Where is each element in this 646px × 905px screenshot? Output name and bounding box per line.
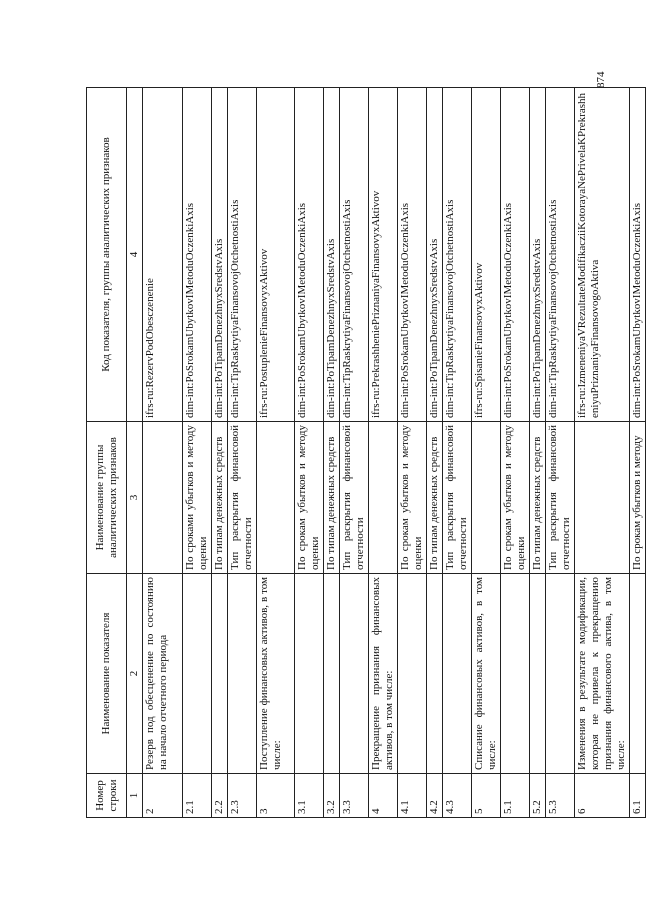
group-name <box>472 422 501 574</box>
row-number: 6.1 <box>630 774 646 818</box>
table-row <box>257 88 295 818</box>
indicator-name: Списание финансовых активов, в том числе: <box>472 574 501 774</box>
group-name <box>369 422 398 574</box>
indicator-code: dim-int:TipRaskrytiyaFinansovojOtchetnostiAxis <box>546 88 575 422</box>
indicator-name <box>546 574 575 774</box>
row-number: 5.2 <box>530 774 546 818</box>
table-row <box>427 88 443 818</box>
indicator-code: dim-int:PoTipamDenezhnyxSredstvAxis <box>427 88 443 422</box>
row-number: 3.2 <box>324 774 340 818</box>
header-numbers-row <box>127 88 143 818</box>
group-name: По сроками убытков и методу оценки <box>183 422 212 574</box>
header-row-number: Номер строки <box>87 774 127 818</box>
row-number: 4.3 <box>443 774 472 818</box>
table-row <box>183 88 212 818</box>
indicator-code: ifrs-ru:PostuplenieFinansovyxAktivov <box>257 88 295 422</box>
indicator-code: dim-int:PoSrokamUbytkovIMetoduOczenkiAxis <box>183 88 212 422</box>
indicator-code: dim-int:TipRaskrytiyaFinansovojOtchetnostiAxis <box>228 88 257 422</box>
group-name: Тип раскрытия финансовой отчетности <box>340 422 369 574</box>
indicator-name <box>443 574 472 774</box>
row-number: 4.2 <box>427 774 443 818</box>
header-number-3: 3 <box>127 422 143 574</box>
header-row <box>87 88 127 818</box>
group-name: Тип раскрытия финансовой отчетности <box>228 422 257 574</box>
indicator-code: dim-int:PoSrokamUbytkovIMetoduOczenkiAxis <box>295 88 324 422</box>
table-row <box>630 88 646 818</box>
indicator-code: ifrs-ru:SpisanieFinansovyxAktivov <box>472 88 501 422</box>
table-row <box>369 88 398 818</box>
table-row <box>472 88 501 818</box>
group-name: По типам денежных средств <box>324 422 340 574</box>
indicator-name <box>427 574 443 774</box>
indicator-name <box>501 574 530 774</box>
indicator-code: dim-int:PoSrokamUbytkovIMetoduOczenkiAxis <box>398 88 427 422</box>
group-name: Тип раскрытия финансовой отчетности <box>546 422 575 574</box>
indicator-code: dim-int:PoTipamDenezhnyxSredstvAxis <box>324 88 340 422</box>
group-name <box>257 422 295 574</box>
row-number: 3.3 <box>340 774 369 818</box>
group-name: По типам денежных средств <box>212 422 228 574</box>
indicator-name: Поступление финансовых активов, в том числе: <box>257 574 295 774</box>
indicator-name <box>212 574 228 774</box>
group-name: По срокам убытков и методу <box>630 422 646 574</box>
indicator-name <box>228 574 257 774</box>
indicator-name: Прекращение признания финансовых активов, в том числе: <box>369 574 398 774</box>
table-row <box>143 88 183 818</box>
indicator-name <box>183 574 212 774</box>
table-row <box>295 88 324 818</box>
header-indicator-name: Наименование показателя <box>87 574 127 774</box>
row-number: 2.1 <box>183 774 212 818</box>
indicator-table <box>86 87 646 818</box>
table-row <box>340 88 369 818</box>
indicator-name <box>398 574 427 774</box>
indicator-name: Резерв под обесценение по состоянию на начало отчетного периода <box>143 574 183 774</box>
indicator-code: ifrs-ru:RezervPodObesczenenie <box>143 88 183 422</box>
indicator-code: dim-int:PoTipamDenezhnyxSredstvAxis <box>212 88 228 422</box>
header-group-name: Наименование группы аналитических признаков <box>87 422 127 574</box>
indicator-code: ifrs-ru:PrekrashheniePriznaniyaFinansovyxAktivov <box>369 88 398 422</box>
table-row <box>546 88 575 818</box>
table-row <box>212 88 228 818</box>
group-name: По типам денежных средств <box>427 422 443 574</box>
table-row <box>530 88 546 818</box>
table-row <box>575 88 630 818</box>
row-number: 4 <box>369 774 398 818</box>
row-number: 5 <box>472 774 501 818</box>
row-number: 2.2 <box>212 774 228 818</box>
indicator-code: ifrs-ru:IzmeneniyaVRezultateModifikacziiKotorayaNePrivelaKPrekrashheniyuPriznaniyaFinansovogoAktiva <box>575 88 630 422</box>
table-row <box>398 88 427 818</box>
indicator-name <box>340 574 369 774</box>
group-name: По типам денежных средств <box>530 422 546 574</box>
header-number-1: 1 <box>127 774 143 818</box>
row-number: 5.3 <box>546 774 575 818</box>
indicator-code: dim-int:PoSrokamUbytkovIMetoduOczenkiAxis <box>501 88 530 422</box>
group-name: По срокам убытков и методу оценки <box>295 422 324 574</box>
indicator-name <box>630 574 646 774</box>
indicator-code: dim-int:PoSrokamUbytkovIMetoduOczenkiAxis <box>630 88 646 422</box>
group-name: Тип раскрытия финансовой отчетности <box>443 422 472 574</box>
row-number: 2.3 <box>228 774 257 818</box>
row-number: 6 <box>575 774 630 818</box>
table-row <box>443 88 472 818</box>
row-number: 3 <box>257 774 295 818</box>
table-row <box>324 88 340 818</box>
group-name <box>575 422 630 574</box>
indicator-name: Изменения в результате модификации, которая не привела к прекращению признания финансового актива, в том числе: <box>575 574 630 774</box>
indicator-name <box>530 574 546 774</box>
row-number: 5.1 <box>501 774 530 818</box>
indicator-name <box>324 574 340 774</box>
group-name: По срокам убытков и методу оценки <box>398 422 427 574</box>
row-number: 4.1 <box>398 774 427 818</box>
indicator-name <box>295 574 324 774</box>
table-row <box>228 88 257 818</box>
indicator-code: dim-int:PoTipamDenezhnyxSredstvAxis <box>530 88 546 422</box>
rotated-document-table <box>86 88 643 818</box>
group-name: По срокам убытков и методу оценки <box>501 422 530 574</box>
table-row <box>501 88 530 818</box>
indicator-code: dim-int:TipRaskrytiyaFinansovojOtchetnostiAxis <box>340 88 369 422</box>
header-code: Код показателя, группы аналитических признаков <box>87 88 127 422</box>
group-name <box>143 422 183 574</box>
page-number: 874 <box>595 71 607 88</box>
header-number-2: 2 <box>127 574 143 774</box>
header-number-4: 4 <box>127 88 143 422</box>
row-number: 2 <box>143 774 183 818</box>
indicator-code: dim-int:TipRaskrytiyaFinansovojOtchetnostiAxis <box>443 88 472 422</box>
row-number: 3.1 <box>295 774 324 818</box>
